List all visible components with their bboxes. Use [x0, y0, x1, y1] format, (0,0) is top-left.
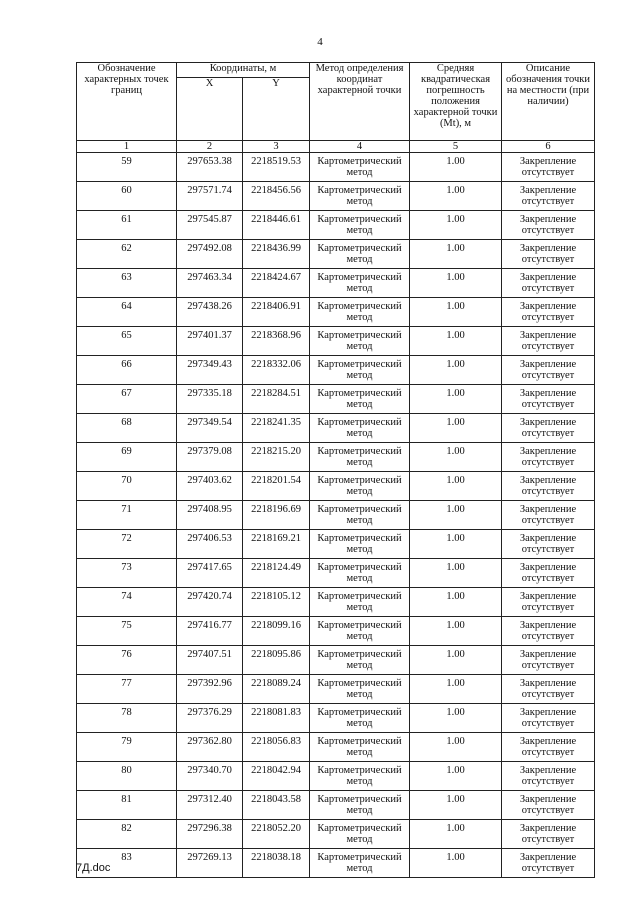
method-line: метод: [346, 863, 373, 875]
method-cell: [310, 385, 410, 414]
y-coordinate: 2218169.21: [243, 530, 310, 559]
description-line: Закрепление: [519, 359, 577, 371]
method-line: метод: [346, 312, 373, 324]
description-line: Закрепление: [519, 736, 577, 748]
mean-square-error: 1.00: [410, 559, 502, 588]
y-coordinate: 2218241.35: [243, 414, 310, 443]
method-line: Картометрический: [317, 852, 402, 864]
y-coordinate: 2218368.96: [243, 327, 310, 356]
point-number: 78: [77, 704, 177, 733]
description-cell: [502, 153, 595, 182]
method-line: Картометрический: [317, 620, 402, 632]
table-row: [77, 588, 595, 617]
point-number: 82: [77, 820, 177, 849]
x-coordinate: 297349.43: [177, 356, 243, 385]
method-line: Картометрический: [317, 562, 402, 574]
point-number: 68: [77, 414, 177, 443]
column-number: 6: [502, 141, 595, 153]
point-number: 77: [77, 675, 177, 704]
column-number: 1: [77, 141, 177, 153]
y-coordinate: 2218456.56: [243, 182, 310, 211]
table-row: [77, 298, 595, 327]
y-coordinate: 2218042.94: [243, 762, 310, 791]
description-line: Закрепление: [519, 794, 577, 806]
point-number: 74: [77, 588, 177, 617]
table-row: [77, 356, 595, 385]
description-line: отсутствует: [521, 631, 575, 643]
header-x: X: [177, 78, 243, 141]
method-line: Картометрический: [317, 475, 402, 487]
description-line: отсутствует: [521, 225, 575, 237]
mean-square-error: 1.00: [410, 385, 502, 414]
table-row: [77, 646, 595, 675]
mean-square-error: 1.00: [410, 327, 502, 356]
description-line: Закрепление: [519, 765, 577, 777]
method-line: метод: [346, 486, 373, 498]
y-coordinate: 2218332.06: [243, 356, 310, 385]
y-coordinate: 2218446.61: [243, 211, 310, 240]
y-coordinate: 2218406.91: [243, 298, 310, 327]
description-cell: [502, 733, 595, 762]
method-cell: [310, 327, 410, 356]
x-coordinate: 297416.77: [177, 617, 243, 646]
method-line: Картометрический: [317, 301, 402, 313]
header-error: Средняя квадратическая погрешность положения характерной точки (Mt), м: [410, 63, 502, 141]
description-cell: [502, 704, 595, 733]
y-coordinate: 2218201.54: [243, 472, 310, 501]
method-line: Картометрический: [317, 185, 402, 197]
table-row: [77, 762, 595, 791]
file-name-footer: 7Д.doc: [76, 862, 111, 874]
method-line: Картометрический: [317, 794, 402, 806]
description-line: отсутствует: [521, 573, 575, 585]
point-number: 60: [77, 182, 177, 211]
x-coordinate: 297340.70: [177, 762, 243, 791]
method-line: метод: [346, 573, 373, 585]
description-line: Закрепление: [519, 272, 577, 284]
description-cell: [502, 385, 595, 414]
method-cell: [310, 762, 410, 791]
method-line: метод: [346, 776, 373, 788]
point-number: 79: [77, 733, 177, 762]
x-coordinate: 297463.34: [177, 269, 243, 298]
x-coordinate: 297545.87: [177, 211, 243, 240]
description-line: отсутствует: [521, 399, 575, 411]
point-number: 76: [77, 646, 177, 675]
method-line: Картометрический: [317, 388, 402, 400]
description-cell: [502, 269, 595, 298]
description-line: Закрепление: [519, 417, 577, 429]
y-coordinate: 2218424.67: [243, 269, 310, 298]
x-coordinate: 297407.51: [177, 646, 243, 675]
description-line: отсутствует: [521, 283, 575, 295]
table-row: [77, 240, 595, 269]
table-row: [77, 153, 595, 182]
y-coordinate: 2218105.12: [243, 588, 310, 617]
point-number: 61: [77, 211, 177, 240]
method-line: Картометрический: [317, 678, 402, 690]
method-cell: [310, 443, 410, 472]
description-line: отсутствует: [521, 602, 575, 614]
coordinates-table: [76, 62, 595, 878]
table-row: [77, 501, 595, 530]
method-line: Картометрический: [317, 591, 402, 603]
method-line: метод: [346, 457, 373, 469]
header-coordinates: Координаты, м: [177, 63, 310, 78]
method-line: метод: [346, 718, 373, 730]
x-coordinate: 297312.40: [177, 791, 243, 820]
method-line: Картометрический: [317, 156, 402, 168]
method-line: метод: [346, 631, 373, 643]
table-row: [77, 530, 595, 559]
description-cell: [502, 211, 595, 240]
description-line: Закрепление: [519, 678, 577, 690]
method-line: метод: [346, 602, 373, 614]
x-coordinate: 297406.53: [177, 530, 243, 559]
mean-square-error: 1.00: [410, 298, 502, 327]
method-cell: [310, 240, 410, 269]
y-coordinate: 2218043.58: [243, 791, 310, 820]
x-coordinate: 297392.96: [177, 675, 243, 704]
header-row: [77, 63, 595, 78]
point-number: 73: [77, 559, 177, 588]
description-line: Закрепление: [519, 533, 577, 545]
x-coordinate: 297420.74: [177, 588, 243, 617]
method-line: метод: [346, 283, 373, 295]
mean-square-error: 1.00: [410, 849, 502, 878]
method-cell: [310, 501, 410, 530]
y-coordinate: 2218081.83: [243, 704, 310, 733]
description-line: Закрепление: [519, 301, 577, 313]
column-number-row: [77, 141, 595, 153]
method-cell: [310, 559, 410, 588]
description-line: Закрепление: [519, 156, 577, 168]
x-coordinate: 297379.08: [177, 443, 243, 472]
x-coordinate: 297408.95: [177, 501, 243, 530]
mean-square-error: 1.00: [410, 240, 502, 269]
mean-square-error: 1.00: [410, 414, 502, 443]
method-line: метод: [346, 544, 373, 556]
method-line: Картометрический: [317, 707, 402, 719]
description-line: Закрепление: [519, 243, 577, 255]
method-cell: [310, 472, 410, 501]
description-cell: [502, 646, 595, 675]
description-cell: [502, 791, 595, 820]
method-line: Картометрический: [317, 214, 402, 226]
method-cell: [310, 733, 410, 762]
method-cell: [310, 704, 410, 733]
method-line: Картометрический: [317, 736, 402, 748]
description-cell: [502, 559, 595, 588]
point-number: 69: [77, 443, 177, 472]
header-point-designation: Обозначение характерных точек границ: [77, 63, 177, 141]
point-number: 66: [77, 356, 177, 385]
method-line: метод: [346, 515, 373, 527]
method-cell: [310, 414, 410, 443]
method-cell: [310, 182, 410, 211]
method-line: метод: [346, 834, 373, 846]
mean-square-error: 1.00: [410, 588, 502, 617]
description-line: Закрепление: [519, 185, 577, 197]
y-coordinate: 2218196.69: [243, 501, 310, 530]
method-line: метод: [346, 747, 373, 759]
point-number: 81: [77, 791, 177, 820]
mean-square-error: 1.00: [410, 646, 502, 675]
mean-square-error: 1.00: [410, 530, 502, 559]
table-row: [77, 472, 595, 501]
description-cell: [502, 182, 595, 211]
method-cell: [310, 588, 410, 617]
header-method: Метод определения координат характерной точки: [310, 63, 410, 141]
point-number: 64: [77, 298, 177, 327]
method-line: Картометрический: [317, 533, 402, 545]
description-line: отсутствует: [521, 544, 575, 556]
description-cell: [502, 327, 595, 356]
y-coordinate: 2218056.83: [243, 733, 310, 762]
description-line: отсутствует: [521, 457, 575, 469]
description-line: отсутствует: [521, 718, 575, 730]
method-line: метод: [346, 196, 373, 208]
method-line: метод: [346, 660, 373, 672]
method-line: метод: [346, 370, 373, 382]
description-line: отсутствует: [521, 863, 575, 875]
description-cell: [502, 356, 595, 385]
description-line: Закрепление: [519, 620, 577, 632]
description-cell: [502, 501, 595, 530]
x-coordinate: 297349.54: [177, 414, 243, 443]
description-line: Закрепление: [519, 649, 577, 661]
header-y: Y: [243, 78, 310, 141]
description-line: отсутствует: [521, 689, 575, 701]
y-coordinate: 2218099.16: [243, 617, 310, 646]
description-line: отсутствует: [521, 341, 575, 353]
description-cell: [502, 240, 595, 269]
description-line: отсутствует: [521, 486, 575, 498]
x-coordinate: 297296.38: [177, 820, 243, 849]
description-line: отсутствует: [521, 254, 575, 266]
x-coordinate: 297492.08: [177, 240, 243, 269]
description-line: отсутствует: [521, 370, 575, 382]
mean-square-error: 1.00: [410, 472, 502, 501]
method-cell: [310, 269, 410, 298]
method-cell: [310, 675, 410, 704]
mean-square-error: 1.00: [410, 733, 502, 762]
table-row: [77, 559, 595, 588]
description-cell: [502, 472, 595, 501]
description-cell: [502, 530, 595, 559]
method-line: Картометрический: [317, 446, 402, 458]
method-line: метод: [346, 225, 373, 237]
description-cell: [502, 298, 595, 327]
mean-square-error: 1.00: [410, 153, 502, 182]
column-number: 5: [410, 141, 502, 153]
description-line: Закрепление: [519, 852, 577, 864]
point-number: 83: [77, 849, 177, 878]
mean-square-error: 1.00: [410, 182, 502, 211]
description-cell: [502, 617, 595, 646]
description-line: Закрепление: [519, 562, 577, 574]
table-row: [77, 385, 595, 414]
method-line: метод: [346, 689, 373, 701]
x-coordinate: 297335.18: [177, 385, 243, 414]
table-row: [77, 617, 595, 646]
description-line: отсутствует: [521, 747, 575, 759]
column-number: 3: [243, 141, 310, 153]
mean-square-error: 1.00: [410, 211, 502, 240]
description-cell: [502, 762, 595, 791]
description-line: Закрепление: [519, 707, 577, 719]
method-line: Картометрический: [317, 765, 402, 777]
column-number: 4: [310, 141, 410, 153]
description-cell: [502, 849, 595, 878]
y-coordinate: 2218215.20: [243, 443, 310, 472]
mean-square-error: 1.00: [410, 762, 502, 791]
method-line: метод: [346, 341, 373, 353]
description-line: отсутствует: [521, 196, 575, 208]
method-line: Картометрический: [317, 359, 402, 371]
mean-square-error: 1.00: [410, 820, 502, 849]
method-cell: [310, 791, 410, 820]
table-row: [77, 211, 595, 240]
mean-square-error: 1.00: [410, 356, 502, 385]
y-coordinate: 2218095.86: [243, 646, 310, 675]
x-coordinate: 297269.13: [177, 849, 243, 878]
table-row: [77, 414, 595, 443]
method-line: Картометрический: [317, 272, 402, 284]
description-line: отсутствует: [521, 515, 575, 527]
mean-square-error: 1.00: [410, 501, 502, 530]
method-line: Картометрический: [317, 649, 402, 661]
header-description: Описание обозначения точки на местности (при наличии): [502, 63, 595, 141]
mean-square-error: 1.00: [410, 675, 502, 704]
method-line: Картометрический: [317, 504, 402, 516]
description-line: Закрепление: [519, 475, 577, 487]
description-line: отсутствует: [521, 660, 575, 672]
description-line: отсутствует: [521, 834, 575, 846]
description-line: отсутствует: [521, 805, 575, 817]
x-coordinate: 297362.80: [177, 733, 243, 762]
table-row: [77, 849, 595, 878]
description-line: отсутствует: [521, 428, 575, 440]
y-coordinate: 2218038.18: [243, 849, 310, 878]
mean-square-error: 1.00: [410, 443, 502, 472]
table-row: [77, 704, 595, 733]
method-cell: [310, 356, 410, 385]
description-cell: [502, 675, 595, 704]
y-coordinate: 2218089.24: [243, 675, 310, 704]
table-row: [77, 269, 595, 298]
x-coordinate: 297653.38: [177, 153, 243, 182]
description-cell: [502, 414, 595, 443]
method-cell: [310, 617, 410, 646]
x-coordinate: 297376.29: [177, 704, 243, 733]
method-cell: [310, 646, 410, 675]
method-line: метод: [346, 399, 373, 411]
description-line: Закрепление: [519, 446, 577, 458]
description-cell: [502, 443, 595, 472]
point-number: 70: [77, 472, 177, 501]
y-coordinate: 2218284.51: [243, 385, 310, 414]
description-line: Закрепление: [519, 504, 577, 516]
description-line: отсутствует: [521, 167, 575, 179]
description-cell: [502, 820, 595, 849]
page-number: 4: [317, 36, 323, 48]
point-number: 63: [77, 269, 177, 298]
y-coordinate: 2218052.20: [243, 820, 310, 849]
method-line: метод: [346, 805, 373, 817]
x-coordinate: 297417.65: [177, 559, 243, 588]
table-row: [77, 820, 595, 849]
method-cell: [310, 849, 410, 878]
x-coordinate: 297401.37: [177, 327, 243, 356]
x-coordinate: 297571.74: [177, 182, 243, 211]
method-cell: [310, 530, 410, 559]
method-line: Картометрический: [317, 823, 402, 835]
description-cell: [502, 588, 595, 617]
method-line: Картометрический: [317, 330, 402, 342]
column-number: 2: [177, 141, 243, 153]
description-line: отсутствует: [521, 776, 575, 788]
y-coordinate: 2218124.49: [243, 559, 310, 588]
x-coordinate: 297403.62: [177, 472, 243, 501]
method-cell: [310, 298, 410, 327]
mean-square-error: 1.00: [410, 617, 502, 646]
table-row: [77, 733, 595, 762]
table-body: [77, 153, 595, 878]
description-line: Закрепление: [519, 330, 577, 342]
method-cell: [310, 820, 410, 849]
point-number: 71: [77, 501, 177, 530]
description-line: Закрепление: [519, 823, 577, 835]
y-coordinate: 2218436.99: [243, 240, 310, 269]
x-coordinate: 297438.26: [177, 298, 243, 327]
description-line: отсутствует: [521, 312, 575, 324]
table-row: [77, 443, 595, 472]
method-line: Картометрический: [317, 243, 402, 255]
table-row: [77, 327, 595, 356]
point-number: 75: [77, 617, 177, 646]
method-cell: [310, 211, 410, 240]
description-line: Закрепление: [519, 591, 577, 603]
point-number: 62: [77, 240, 177, 269]
method-line: Картометрический: [317, 417, 402, 429]
point-number: 65: [77, 327, 177, 356]
point-number: 80: [77, 762, 177, 791]
method-line: метод: [346, 428, 373, 440]
y-coordinate: 2218519.53: [243, 153, 310, 182]
point-number: 59: [77, 153, 177, 182]
table-row: [77, 675, 595, 704]
description-line: Закрепление: [519, 388, 577, 400]
point-number: 72: [77, 530, 177, 559]
method-line: метод: [346, 254, 373, 266]
table-row: [77, 791, 595, 820]
description-line: Закрепление: [519, 214, 577, 226]
table-row: [77, 182, 595, 211]
point-number: 67: [77, 385, 177, 414]
mean-square-error: 1.00: [410, 269, 502, 298]
method-line: метод: [346, 167, 373, 179]
mean-square-error: 1.00: [410, 704, 502, 733]
mean-square-error: 1.00: [410, 791, 502, 820]
method-cell: [310, 153, 410, 182]
